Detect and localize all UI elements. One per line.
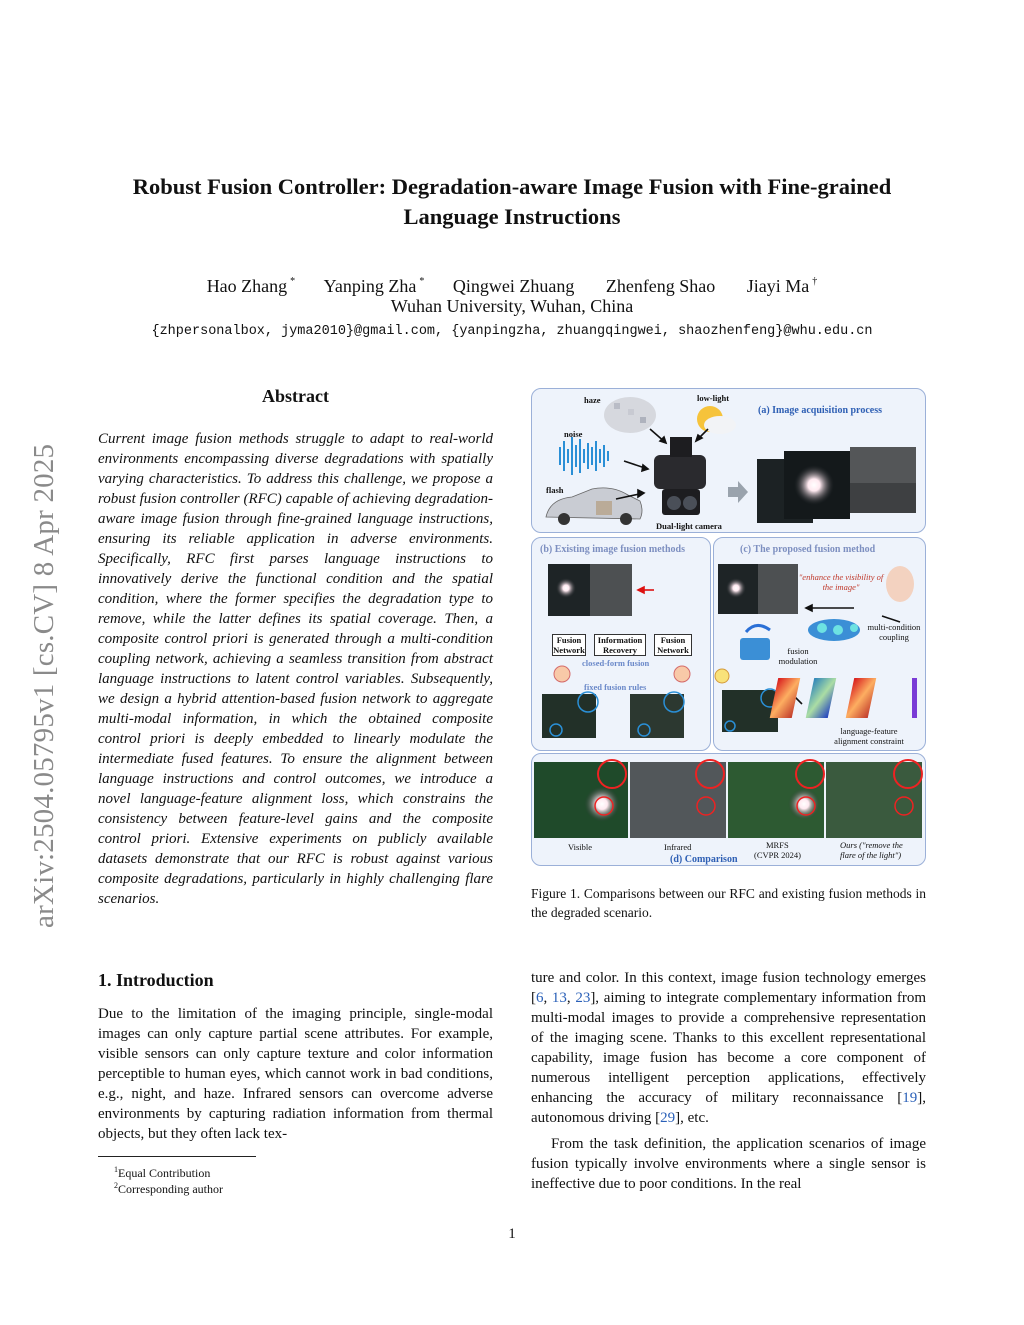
label-visible: Visible <box>568 842 593 852</box>
acquisition-illustration <box>532 389 925 532</box>
citation-link[interactable]: 6 <box>536 990 544 1006</box>
author: Hao Zhang * <box>206 276 296 296</box>
fusion-network-box: Fusion Network <box>553 635 585 655</box>
footnote: $^2$Corresponding author <box>114 1181 223 1196</box>
citation-link[interactable]: 13 <box>551 990 567 1006</box>
fusion-network-box: Fusion Network <box>654 634 692 656</box>
panel-a-title: (a) Image acquisition process <box>758 405 882 416</box>
introduction-right-column: ture and color. In this context, image fusion technology emerges [6, 13, 23], aiming to integrate complementary information from multi-modal images to provide a comprehensive representation of the imaging scene. Thanks to this excellent representational capability, image fusion has become a core component of numerous intelligent perception applications, effectively enhancing the accuracy of military reconnaissance [19], autonomous driving [29], etc. From the task definition, the application scenarios of image fusion typically involve environments where a single sensor is ineffective due to poor conditions. In the real <box>531 970 927 1192</box>
introduction-left-column: Due to the limitation of the imaging principle, single-modal images can only capture partial scene attributes. For example, visible sensors can only capture texture and color information perceptible to human eyes, which cannot work in bad conditions, e.g., night, and haze. Infrared sensors can overcome adverse environments by capturing radiation information from thermal objects, but they often lack tex- <box>98 1006 493 1142</box>
label-closed-form-fusion: closed-form fusion <box>582 658 650 668</box>
footnote: $^1$Equal Contribution <box>114 1165 211 1180</box>
citation-link[interactable]: 19 <box>902 1090 918 1106</box>
footnote-divider <box>98 1156 256 1157</box>
label-dual-light-camera: Dual-light camera <box>656 521 722 531</box>
citation-link[interactable]: 29 <box>660 1110 676 1126</box>
author-emails[interactable]: {zhpersonalbox, jyma2010}@gmail.com, {yanpingzha, zhuangqingwei, shaozhenfeng}@whu.edu.cn <box>151 324 873 339</box>
author: Jiayi Ma † <box>746 276 818 296</box>
label-alignment-constraint: language-feature alignment constraint <box>834 726 904 746</box>
figure-panel-c <box>713 537 926 751</box>
label-haze: haze <box>584 395 601 405</box>
author: Yanping Zha * <box>323 276 425 296</box>
figure-panel-b <box>531 537 711 751</box>
abstract-body: Current image fusion methods struggle to adapt to real-world environments encompassing diverse degradations with spatially varying characteristics. To address this challenge, we propose a robust fusion controller (RFC) capable of achieving degradation-aware image fusion through fine-grained language instructions, ensuring its reliable application in adverse environments. Specifically, RFC first parses language instructions to innovatively derive the functional condition and the spatial condition, where the former specifies the degradation type to remove, while the latter defines its spatial coverage. Then, a composite control priori is generated through a multi-condition coupling network, achieving a seamless transition from abstract language instructions to latent control variables. Subsequently, we design a hybrid attention-based fusion network to aggregate multi-modal information, in which the obtained composite control priori is deeply embedded to linearly modulate the intermediate fused features. To ensure the alignment between language instructions and control outcomes, we introduce a novel language-feature alignment loss, which constrains the consistency between feature-level gains and the composite control priori. Extensive experiments on publicly available datasets demonstrate that our RFC is robust against various composite degradations, particularly in highly challenging flare scenarios. <box>98 431 493 907</box>
label-ours: Ours ("remove the flare of the light") <box>840 840 903 860</box>
affiliation: Wuhan University, Wuhan, China <box>390 296 634 316</box>
page-number: 1 <box>508 1226 516 1242</box>
figure-1 <box>531 388 926 866</box>
figure-panel-a <box>531 388 926 533</box>
label-fixed-fusion-rules: fixed fusion rules <box>584 682 647 692</box>
figure-panel-d <box>531 753 926 866</box>
label-language-instruction: "enhance the visibility of the image" <box>798 572 884 592</box>
panel-d-title: (d) Comparison <box>670 854 738 865</box>
label-low-light: low-light <box>697 393 730 403</box>
label-multi-condition-coupling: multi-condition coupling <box>867 622 921 642</box>
label-mrfs-venue: (CVPR 2024) <box>754 850 801 860</box>
label-fusion-modulation: fusion modulation <box>778 646 818 666</box>
panel-b-title: (b) Existing image fusion methods <box>540 544 686 555</box>
label-flash: flash <box>546 485 564 495</box>
paper-title: Robust Fusion Controller: Degradation-aware Image Fusion with Fine-grained Language Instructions <box>132 174 892 229</box>
label-mrfs: MRFS <box>766 840 789 850</box>
information-recovery-box: Information Recovery <box>594 634 646 656</box>
abstract-heading: Abstract <box>262 386 329 406</box>
author: Zhenfeng Shao <box>605 276 716 296</box>
label-infrared: Infrared <box>664 842 692 852</box>
panel-c-title: (c) The proposed fusion method <box>740 544 876 555</box>
arxiv-stamp: arXiv:2504.05795v1 [cs.CV] 8 Apr 2025 <box>28 443 60 928</box>
author: Qingwei Zhuang <box>452 276 575 296</box>
figure-caption: Figure 1. Comparisons between our RFC and existing fusion methods in the degraded scenario. <box>531 886 926 920</box>
citation-link[interactable]: 23 <box>575 990 591 1006</box>
section-heading-introduction: 1. Introduction <box>98 970 214 990</box>
label-noise: noise <box>564 429 583 439</box>
